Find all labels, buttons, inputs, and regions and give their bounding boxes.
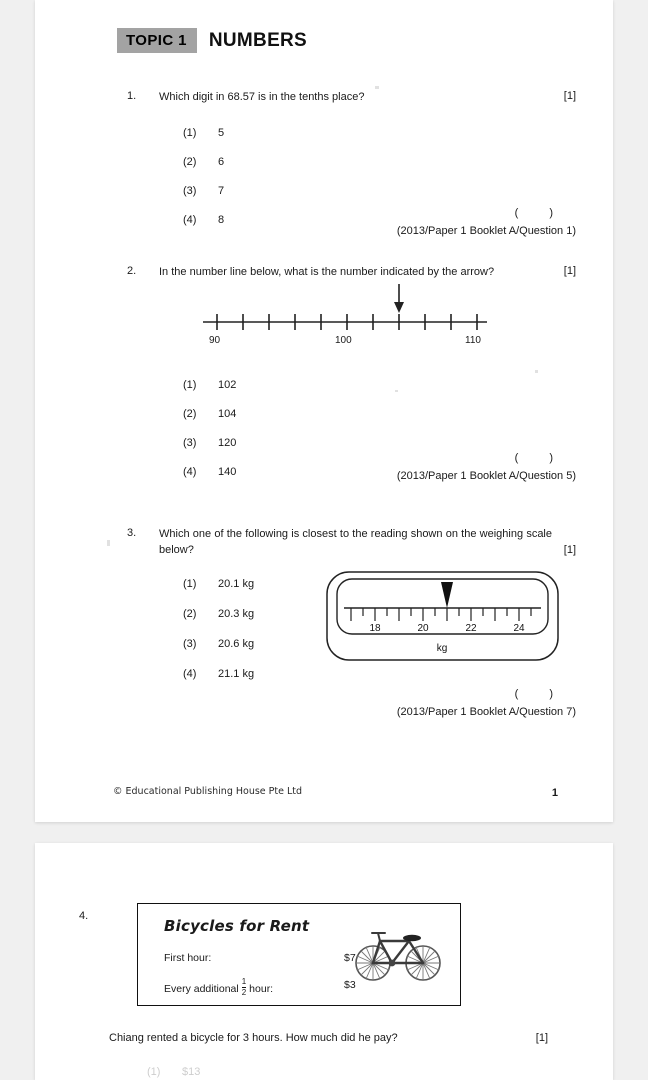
option-row[interactable] <box>183 608 254 620</box>
page-title: NUMBERS <box>208 29 308 51</box>
option-value: 140 <box>218 466 237 478</box>
question-2-answer-brackets[interactable]: ( ) <box>514 452 567 464</box>
question-2-text: In the number line below, what is the number indicated by the arrow? <box>159 266 495 278</box>
option-row[interactable] <box>183 185 224 197</box>
option-row[interactable] <box>183 668 254 680</box>
option-key: (3) <box>183 437 197 449</box>
question-1-answer-brackets[interactable]: ( ) <box>514 207 567 219</box>
option-row[interactable] <box>183 379 236 391</box>
price-row-label-before: Every additional <box>164 982 239 995</box>
option-row[interactable] <box>183 408 236 420</box>
option-key: (3) <box>183 638 197 650</box>
footer-copyright: © Educational Publishing House Pte Ltd <box>113 786 303 797</box>
option-row[interactable] <box>147 1066 200 1078</box>
scan-speck <box>395 390 398 392</box>
number-line-arrow <box>394 284 404 313</box>
option-value: 21.1 kg <box>218 668 255 680</box>
option-row[interactable] <box>183 466 236 478</box>
question-1-options <box>183 127 224 243</box>
number-line-label-100: 100 <box>335 335 352 346</box>
option-key: (3) <box>183 185 197 197</box>
price-row-value: $7 <box>344 952 356 964</box>
fraction-numerator: 1 <box>241 977 247 986</box>
svg-text:kg: kg <box>436 643 448 654</box>
question-2-options <box>183 379 236 495</box>
price-row-additional-half-hour <box>164 979 273 998</box>
bicycle-icon <box>352 922 444 989</box>
topic-badge: TOPIC 1 <box>117 28 197 53</box>
weighing-scale-figure <box>325 570 560 667</box>
question-1-source: (2013/Paper 1 Booklet A/Question 1) <box>396 225 576 237</box>
question-2-number: 2. <box>127 265 137 277</box>
question-3-marks: [1] <box>563 544 576 556</box>
option-value: 120 <box>218 437 237 449</box>
question-1 <box>35 90 613 106</box>
fraction-denominator: 2 <box>241 988 247 997</box>
svg-text:24: 24 <box>513 623 525 634</box>
svg-text:20: 20 <box>417 623 429 634</box>
option-row[interactable] <box>183 578 254 590</box>
option-key: (4) <box>183 668 197 680</box>
question-3-number: 3. <box>127 527 137 539</box>
option-value: 102 <box>218 379 237 391</box>
number-line-label-90: 90 <box>209 335 221 346</box>
question-1-marks: [1] <box>563 90 576 102</box>
option-key: (2) <box>183 408 197 420</box>
question-2-source: (2013/Paper 1 Booklet A/Question 5) <box>396 470 576 482</box>
question-4-text: Chiang rented a bicycle for 3 hours. How much did he pay? <box>109 1032 398 1044</box>
number-line-label-110: 110 <box>465 335 481 346</box>
document-page-2 <box>35 843 613 1080</box>
option-value: $13 <box>182 1066 201 1078</box>
question-2 <box>35 265 613 281</box>
option-row[interactable] <box>183 156 224 168</box>
price-notice-box <box>137 903 461 1006</box>
question-2-marks: [1] <box>563 265 576 277</box>
option-key: (1) <box>183 379 197 391</box>
option-value: 8 <box>218 214 225 226</box>
fraction-one-half <box>242 978 246 997</box>
option-row[interactable] <box>183 214 224 226</box>
footer-page-number: 1 <box>551 787 558 799</box>
option-key: (4) <box>183 466 197 478</box>
question-3-options <box>183 578 254 698</box>
option-value: 7 <box>218 185 225 197</box>
option-row[interactable] <box>183 437 236 449</box>
topic-header <box>117 28 307 53</box>
option-key: (1) <box>183 578 197 590</box>
option-value: 6 <box>218 156 225 168</box>
question-1-head <box>35 90 613 106</box>
price-row-label-after: hour: <box>249 982 274 995</box>
document-page-1 <box>35 0 613 822</box>
question-1-number: 1. <box>127 90 137 102</box>
question-3-head <box>35 527 613 559</box>
price-row-first-hour <box>164 952 211 964</box>
option-key: (2) <box>183 156 197 168</box>
question-3-source: (2013/Paper 1 Booklet A/Question 7) <box>396 706 576 718</box>
option-key: (2) <box>183 608 197 620</box>
price-row-label: First hour: <box>164 952 212 964</box>
option-value: 20.3 kg <box>218 608 255 620</box>
question-1-text: Which digit in 68.57 is in the tenths place? <box>159 91 365 103</box>
question-4-marks: [1] <box>535 1032 548 1044</box>
bicycle-svg <box>352 922 444 984</box>
number-line-svg <box>195 282 495 342</box>
price-row-value: $3 <box>344 979 356 991</box>
option-key: (1) <box>147 1066 161 1078</box>
number-line-figure <box>195 282 495 347</box>
question-3 <box>35 527 613 559</box>
question-3-text: Which one of the following is closest to the reading shown on the weighing scale below? <box>159 528 552 556</box>
option-value: 104 <box>218 408 237 420</box>
price-notice-title: Bicycles for Rent <box>164 917 310 935</box>
option-key: (1) <box>183 127 197 139</box>
option-key: (4) <box>183 214 197 226</box>
option-value: 20.1 kg <box>218 578 255 590</box>
scan-speck <box>375 86 379 89</box>
option-row[interactable] <box>183 638 254 650</box>
option-value: 5 <box>218 127 225 139</box>
option-row[interactable] <box>183 127 224 139</box>
scan-speck <box>535 370 538 373</box>
question-4-number: 4. <box>79 910 89 922</box>
question-2-head <box>35 265 613 281</box>
option-value: 20.6 kg <box>218 638 255 650</box>
svg-text:22: 22 <box>465 623 477 634</box>
svg-text:18: 18 <box>369 623 381 634</box>
weighing-scale-svg <box>325 570 560 662</box>
question-3-answer-brackets[interactable]: ( ) <box>514 688 567 700</box>
